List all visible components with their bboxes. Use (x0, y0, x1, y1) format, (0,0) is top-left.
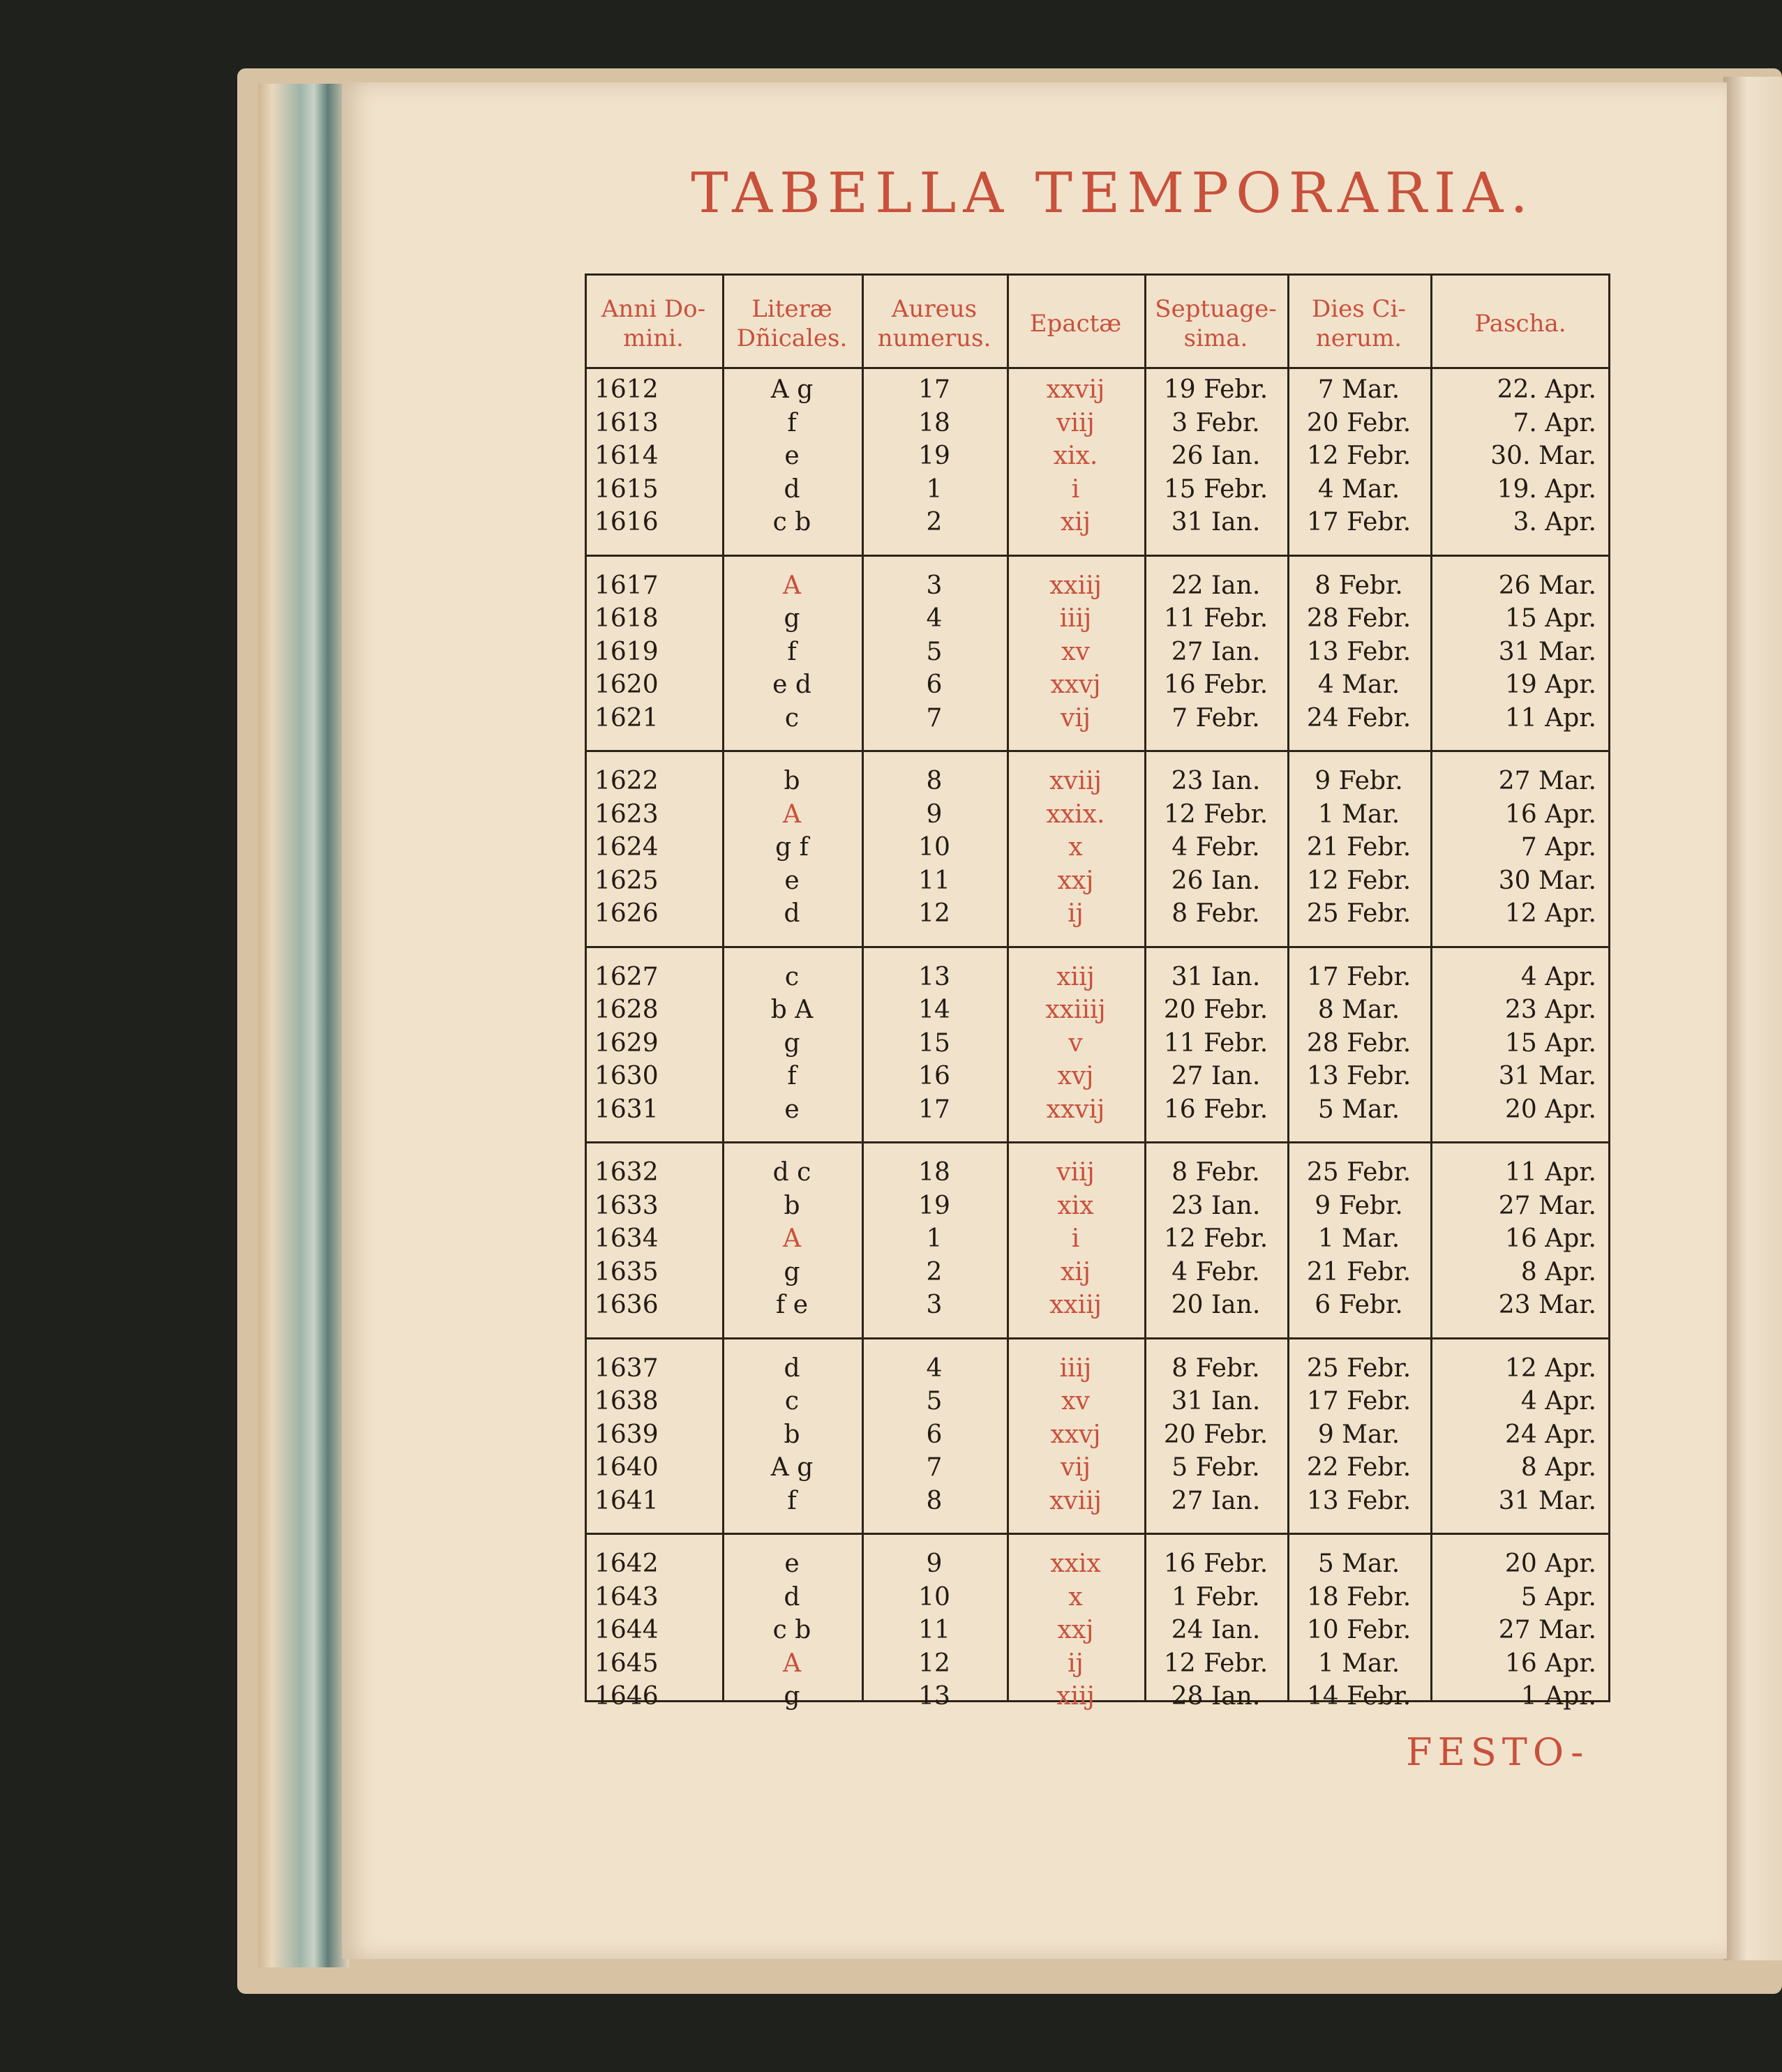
table-cell: A (783, 571, 801, 600)
table-cell: 19 Apr. (1505, 670, 1596, 699)
table-cell: xv (1061, 637, 1090, 666)
column-header: Dies Ci- nerum. (1312, 295, 1406, 352)
table-cell: xxiiij (1045, 996, 1106, 1024)
table-cell: 8 Febr. (1171, 1158, 1260, 1187)
table-cell: 16 Febr. (1163, 1549, 1268, 1578)
table-cell: 8 Apr. (1520, 1257, 1596, 1286)
table-cell: 5 Mar. (1317, 1549, 1400, 1578)
table-cell: 9 (926, 1549, 943, 1578)
table-cell: c (784, 962, 800, 991)
year-cell: 1641 (594, 1486, 659, 1515)
table-cell: 7 Febr. (1171, 703, 1260, 733)
table-cell: ij (1068, 1649, 1084, 1678)
table-cell: 6 (926, 1420, 943, 1449)
table-cell: 23 Ian. (1171, 767, 1261, 795)
table-cell: xix. (1053, 442, 1098, 470)
column-header: Septuage- sima. (1155, 295, 1277, 352)
table-cell: 16 Apr. (1505, 1224, 1596, 1253)
table-cell: f (787, 1486, 797, 1515)
table-cell: 8 Febr. (1171, 899, 1260, 928)
year-cell: 1632 (594, 1158, 659, 1187)
table-cell: 24 Apr. (1505, 1420, 1596, 1449)
table-cell: 17 (918, 375, 950, 404)
table-cell: 9 Mar. (1317, 1420, 1400, 1449)
table-cell: 13 (918, 1682, 950, 1711)
page-title: TABELLA TEMPORARIA. (691, 160, 1535, 225)
table-cell: 3 (926, 1291, 943, 1319)
group-rule (585, 1141, 1610, 1143)
table-cell: 1 Apr. (1520, 1682, 1596, 1711)
table-cell: d (784, 474, 800, 504)
table-cell: 27 Ian. (1171, 637, 1261, 666)
table-cell: xij (1061, 508, 1091, 536)
table-cell: 22 Febr. (1306, 1453, 1412, 1482)
table-cell: f e (775, 1291, 809, 1319)
table-cell: b (784, 1420, 800, 1449)
table-cell: 19 Febr. (1163, 375, 1268, 404)
table-cell: d (784, 1353, 800, 1383)
table-cell: xviij (1049, 767, 1102, 795)
header-rule (585, 367, 1610, 369)
table-cell: 9 Febr. (1315, 1191, 1403, 1220)
table-cell: f (787, 408, 797, 437)
table-cell: iiij (1059, 1353, 1092, 1383)
table-cell: 1 (926, 474, 943, 504)
table-cell: 31 Ian. (1171, 508, 1261, 536)
table-cell: 5 Apr. (1520, 1582, 1596, 1612)
table-cell: 20 Febr. (1163, 996, 1268, 1024)
table-cell: 26 Ian. (1171, 866, 1261, 895)
table-cell: 7. Apr. (1513, 408, 1596, 437)
table-cell: e (784, 442, 800, 470)
table-cell: x (1068, 1582, 1083, 1612)
table-cell: 12 (918, 1649, 950, 1678)
table-cell: 11 Apr. (1505, 1158, 1596, 1187)
table-cell: 21 Febr. (1306, 833, 1412, 862)
table-cell: 31 Ian. (1171, 962, 1261, 991)
table-cell: 27 Ian. (1171, 1486, 1261, 1515)
table-cell: 17 (918, 1095, 950, 1124)
table-cell: 22 Ian. (1171, 571, 1261, 600)
table-cell: A (783, 799, 801, 829)
table-cell: 3 (926, 571, 943, 600)
table-cell: e (784, 866, 800, 895)
table-cell: xxvj (1050, 1420, 1101, 1449)
table-cell: 24 Ian. (1171, 1616, 1261, 1644)
table-cell: 10 Febr. (1306, 1616, 1412, 1644)
table-cell: xxix (1050, 1549, 1101, 1578)
year-cell: 1628 (594, 996, 659, 1024)
table-cell: 11 Febr. (1163, 604, 1268, 633)
table-cell: viij (1056, 408, 1095, 437)
table-cell: 6 Febr. (1315, 1291, 1403, 1319)
table-cell: c b (772, 1616, 811, 1644)
table-cell: 19 (918, 442, 950, 470)
group-rule (585, 555, 1610, 557)
table-cell: 13 Febr. (1306, 1062, 1412, 1090)
table-cell: 1 Febr. (1171, 1582, 1260, 1612)
year-cell: 1627 (594, 962, 659, 991)
table-cell: 2 (926, 508, 943, 536)
table-cell: A g (770, 375, 814, 404)
table-cell: xiij (1056, 1682, 1095, 1711)
table-cell: b (784, 767, 800, 795)
table-cell: 3. Apr. (1513, 508, 1596, 536)
table-cell: d c (772, 1158, 811, 1187)
table-cell: 12 Febr. (1163, 1224, 1268, 1253)
table-cell: xij (1061, 1257, 1091, 1286)
table-cell: 5 (926, 1387, 943, 1416)
table-cell: 30 Mar. (1498, 866, 1596, 895)
table-cell: 25 Febr. (1306, 899, 1412, 928)
table-cell: 25 Febr. (1306, 1353, 1412, 1383)
page-edges (258, 84, 349, 1967)
table-cell: 17 Febr. (1306, 962, 1412, 991)
table-cell: 14 (918, 996, 950, 1024)
table-cell: 3 Febr. (1171, 408, 1260, 437)
table-cell: 15 Apr. (1505, 1028, 1596, 1058)
table-cell: 18 (918, 408, 950, 437)
table-cell: 4 Mar. (1317, 474, 1400, 504)
year-cell: 1622 (594, 767, 659, 795)
table-cell: 27 Mar. (1498, 1616, 1596, 1644)
table-cell: xxvij (1046, 1095, 1105, 1124)
table-cell: f (787, 1062, 797, 1090)
table-cell: xxiij (1049, 1291, 1102, 1319)
year-cell: 1643 (594, 1582, 659, 1612)
table-cell: 15 Febr. (1163, 474, 1268, 504)
year-cell: 1640 (594, 1453, 659, 1482)
group-rule (585, 946, 1610, 948)
table-cell: g (784, 1257, 800, 1286)
year-cell: 1620 (594, 670, 659, 699)
year-cell: 1623 (594, 799, 659, 829)
table-cell: 4 (926, 604, 943, 633)
table-cell: xv (1061, 1387, 1090, 1416)
table-cell: 12 Febr. (1306, 866, 1412, 895)
table-cell: 31 Ian. (1171, 1387, 1261, 1416)
table-cell: 11 (918, 1616, 950, 1644)
table-cell: e (784, 1549, 800, 1578)
table-cell: 31 Mar. (1498, 1062, 1596, 1090)
table-cell: 16 Febr. (1163, 670, 1268, 699)
table-cell: b (784, 1191, 800, 1220)
table-cell: 4 Febr. (1171, 1257, 1260, 1286)
table-cell: 9 (926, 799, 943, 829)
table-cell: 20 Apr. (1505, 1095, 1596, 1124)
table-cell: xxiij (1049, 571, 1102, 600)
table-cell: 28 Febr. (1306, 604, 1412, 633)
year-cell: 1621 (594, 703, 659, 733)
table-cell: 27 Mar. (1498, 767, 1596, 795)
table-cell: 13 (918, 962, 950, 991)
year-cell: 1645 (594, 1649, 659, 1678)
table-cell: c (784, 1387, 800, 1416)
table-cell: 1 Mar. (1317, 1224, 1400, 1253)
table-cell: 31 Mar. (1498, 637, 1596, 666)
table-cell: xxj (1057, 866, 1094, 895)
table-cell: 26 Ian. (1171, 442, 1261, 470)
table-cell: 18 Febr. (1306, 1582, 1412, 1612)
table-cell: 18 (918, 1158, 950, 1187)
table-cell: 4 Febr. (1171, 833, 1260, 862)
year-cell: 1630 (594, 1062, 659, 1090)
table-cell: vij (1060, 703, 1091, 733)
year-cell: 1631 (594, 1095, 659, 1124)
table-cell: 12 Febr. (1163, 799, 1268, 829)
table-cell: 4 Mar. (1317, 670, 1400, 699)
year-cell: 1635 (594, 1257, 659, 1286)
table-cell: xxix. (1046, 799, 1105, 829)
table-cell: g (784, 604, 800, 633)
table-cell: e d (772, 670, 811, 699)
year-cell: 1617 (594, 571, 659, 600)
table-cell: c (784, 703, 800, 733)
table-cell: 13 Febr. (1306, 637, 1412, 666)
table-cell: f (787, 637, 797, 666)
table-cell: 16 Febr. (1163, 1095, 1268, 1124)
year-cell: 1636 (594, 1291, 659, 1319)
table-cell: g f (775, 833, 809, 862)
table-cell: x (1068, 833, 1083, 862)
table-cell: 9 Febr. (1315, 767, 1403, 795)
table-cell: 4 (926, 1353, 943, 1383)
table-cell: 27 Mar. (1498, 1191, 1596, 1220)
table-cell: 7 (926, 703, 943, 733)
column-header: Pascha. (1474, 310, 1566, 338)
table-cell: 19 (918, 1191, 950, 1220)
table-cell: 11 Apr. (1505, 703, 1596, 733)
group-rule (585, 750, 1610, 752)
table-cell: 28 Febr. (1306, 1028, 1412, 1058)
table-cell: 23 Mar. (1498, 1291, 1596, 1319)
table-cell: 23 Ian. (1171, 1191, 1261, 1220)
table-cell: 15 (918, 1028, 950, 1058)
table-cell: 26 Mar. (1498, 571, 1596, 600)
table-cell: 16 Apr. (1505, 1649, 1596, 1678)
table-cell: 31 Mar. (1498, 1486, 1596, 1515)
table-cell: g (784, 1682, 800, 1711)
year-cell: 1626 (594, 899, 659, 928)
table-cell: 20 Febr. (1306, 408, 1412, 437)
table-cell: 17 Febr. (1306, 1387, 1412, 1416)
table-cell: 8 Febr. (1171, 1353, 1260, 1383)
table-cell: A (783, 1649, 801, 1678)
table-cell: 14 Febr. (1306, 1682, 1412, 1711)
year-cell: 1618 (594, 604, 659, 633)
year-cell: 1642 (594, 1549, 659, 1578)
year-cell: 1612 (594, 375, 659, 404)
table-cell: 8 Apr. (1520, 1453, 1596, 1482)
table-cell: 2 (926, 1257, 943, 1286)
table-cell: viij (1056, 1158, 1095, 1187)
table-cell: 1 Mar. (1317, 1649, 1400, 1678)
facing-page-edge (1723, 77, 1782, 1960)
table-cell: 16 (918, 1062, 950, 1090)
table-cell: 10 (918, 1582, 950, 1612)
table-cell: 5 Mar. (1317, 1095, 1400, 1124)
table-cell: e (784, 1095, 800, 1124)
table-cell: xviij (1049, 1486, 1102, 1515)
table-cell: 24 Febr. (1306, 703, 1412, 733)
table-cell: 4 Apr. (1520, 962, 1596, 991)
table-cell: 25 Febr. (1306, 1158, 1412, 1187)
table-cell: 10 (918, 833, 950, 862)
table-cell: A g (770, 1453, 814, 1482)
catchword: FESTO- (1406, 1730, 1589, 1774)
column-header: Anni Do- mini. (601, 295, 706, 352)
table-cell: i (1071, 1224, 1080, 1253)
year-cell: 1634 (594, 1224, 659, 1253)
column-header: Aureus numerus. (877, 295, 991, 352)
table-cell: 22. Apr. (1497, 375, 1596, 404)
table-cell: 12 Apr. (1505, 1353, 1596, 1383)
group-rule (585, 1533, 1610, 1535)
table-cell: 27 Ian. (1171, 1062, 1261, 1090)
table-cell: iiij (1059, 604, 1092, 633)
table-cell: 6 (926, 670, 943, 699)
table-cell: 15 Apr. (1505, 604, 1596, 633)
table-cell: 20 Apr. (1505, 1549, 1596, 1578)
table-cell: 12 Febr. (1306, 442, 1412, 470)
year-cell: 1625 (594, 866, 659, 895)
table-cell: 11 (918, 866, 950, 895)
year-cell: 1613 (594, 408, 659, 437)
year-cell: 1644 (594, 1616, 659, 1644)
table-cell: xvj (1057, 1062, 1094, 1090)
table-cell: 12 (918, 899, 950, 928)
table-cell: d (784, 1582, 800, 1612)
table-cell: g (784, 1028, 800, 1058)
table-cell: 21 Febr. (1306, 1257, 1412, 1286)
table-cell: xiij (1056, 962, 1095, 991)
year-cell: 1624 (594, 833, 659, 862)
table-cell: 12 Apr. (1505, 899, 1596, 928)
year-cell: 1638 (594, 1387, 659, 1416)
year-cell: 1619 (594, 637, 659, 666)
table-cell: 19. Apr. (1497, 474, 1596, 504)
table-cell: 5 Febr. (1171, 1453, 1260, 1482)
year-cell: 1639 (594, 1420, 659, 1449)
table-cell: d (784, 899, 800, 928)
table-cell: 7 Apr. (1520, 833, 1596, 862)
table-cell: 8 (926, 1486, 943, 1515)
table-cell: 1 (926, 1224, 943, 1253)
year-cell: 1616 (594, 508, 659, 536)
year-cell: 1614 (594, 442, 659, 470)
table-cell: 5 (926, 637, 943, 666)
table-cell: b A (770, 996, 814, 1024)
table-cell: 12 Febr. (1163, 1649, 1268, 1678)
table-cell: i (1071, 474, 1080, 504)
table-cell: xxvj (1050, 670, 1101, 699)
year-cell: 1633 (594, 1191, 659, 1220)
column-header: Epactæ (1029, 310, 1122, 338)
column-header: Literæ Dñicales. (736, 295, 848, 352)
year-cell: 1637 (594, 1353, 659, 1383)
table-cell: 1 Mar. (1317, 799, 1400, 829)
table-cell: 20 Febr. (1163, 1420, 1268, 1449)
table-cell: 17 Febr. (1306, 508, 1412, 536)
table-cell: 7 (926, 1453, 943, 1482)
table-cell: 8 Mar. (1317, 996, 1400, 1024)
table-cell: 20 Ian. (1171, 1291, 1261, 1319)
table-cell: 7 Mar. (1317, 375, 1400, 404)
year-cell: 1646 (594, 1682, 659, 1711)
year-cell: 1629 (594, 1028, 659, 1058)
table-cell: 11 Febr. (1163, 1028, 1268, 1058)
table-cell: xxj (1057, 1616, 1094, 1644)
table-cell: 28 Ian. (1171, 1682, 1261, 1711)
table-cell: 30. Mar. (1490, 442, 1596, 470)
table-cell: 8 Febr. (1315, 571, 1403, 600)
table-cell: A (783, 1224, 801, 1253)
group-rule (585, 1337, 1610, 1339)
table-cell: ij (1068, 899, 1084, 928)
table-cell: 13 Febr. (1306, 1486, 1412, 1515)
table-cell: 23 Apr. (1505, 996, 1596, 1024)
table-cell: xxvij (1046, 375, 1105, 404)
year-cell: 1615 (594, 474, 659, 504)
table-cell: v (1068, 1028, 1083, 1058)
table-cell: 8 (926, 767, 943, 795)
table-cell: 16 Apr. (1505, 799, 1596, 829)
table-cell: 4 Apr. (1520, 1387, 1596, 1416)
table-cell: vij (1060, 1453, 1091, 1482)
table-cell: c b (772, 508, 811, 536)
table-cell: xix (1057, 1191, 1094, 1220)
